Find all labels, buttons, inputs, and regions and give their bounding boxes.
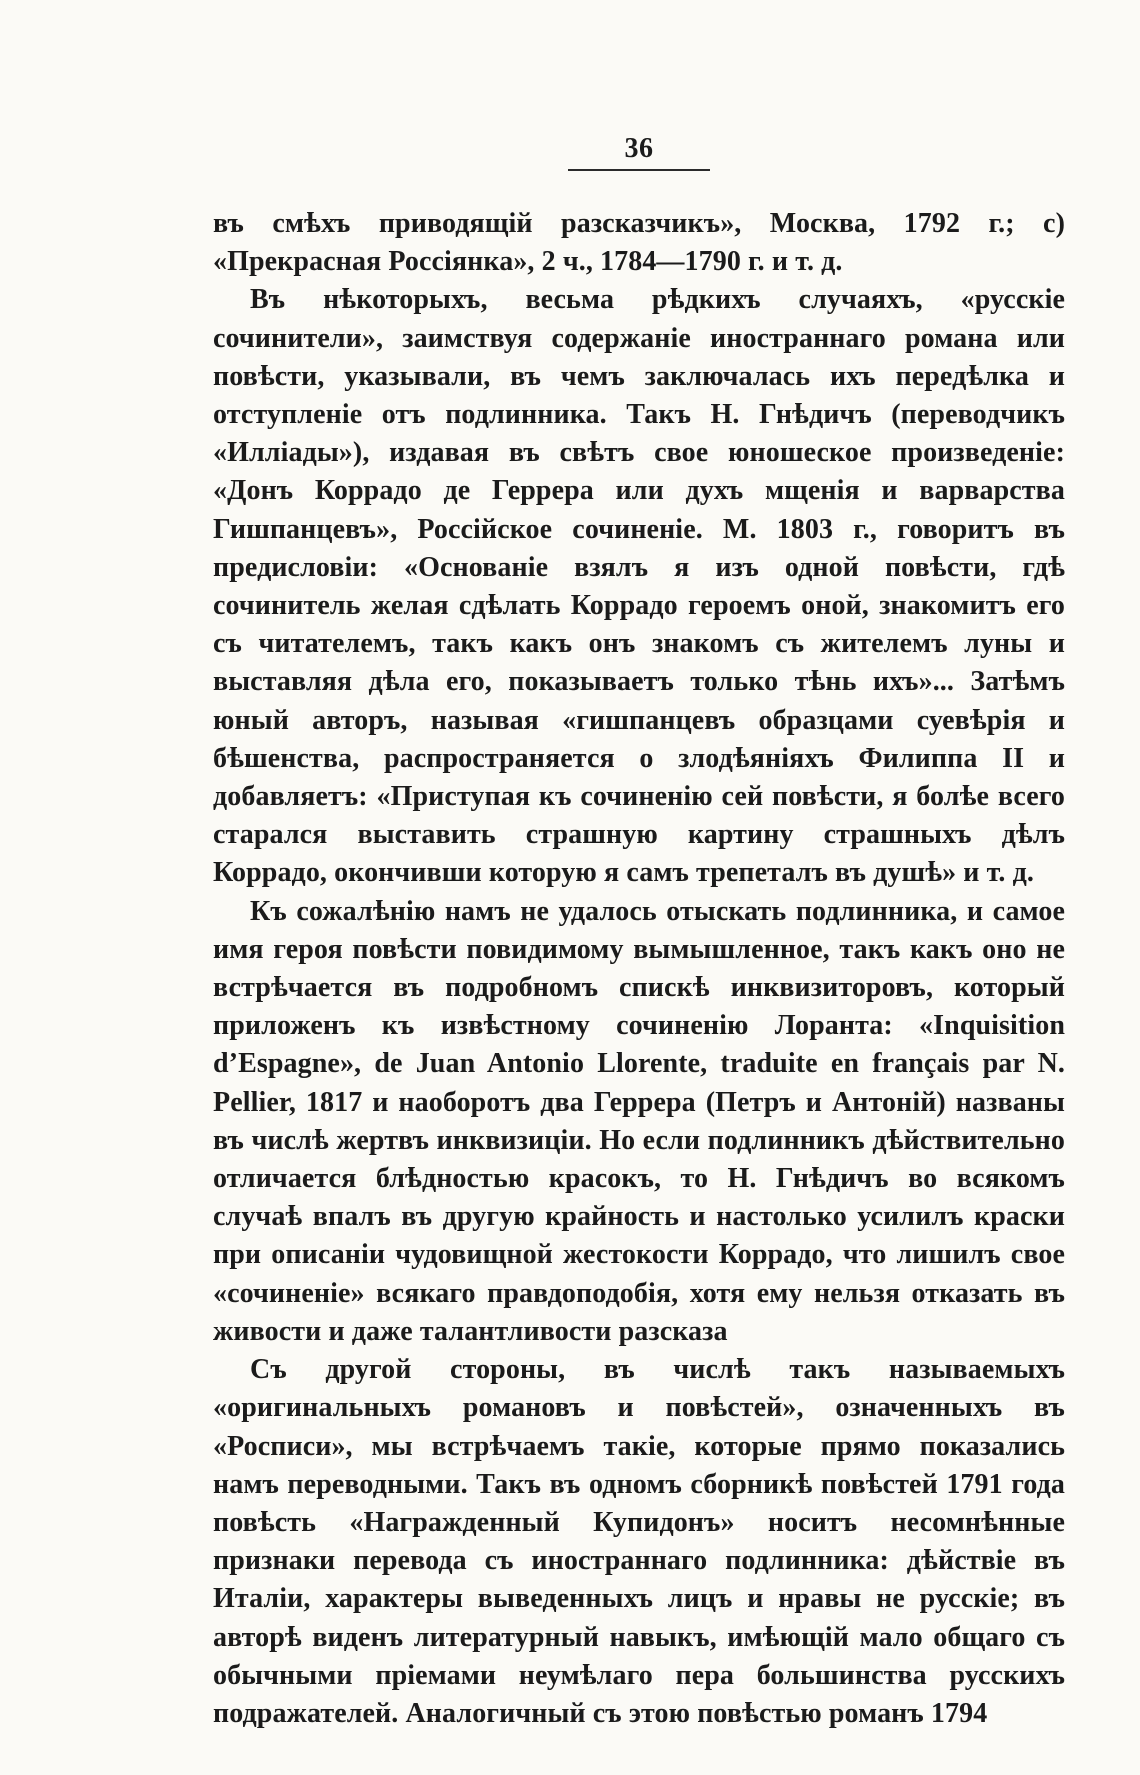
- paragraph-continuation: въ смѣхъ приводящій разсказчикъ», Москва, 1792 г.; с) «Прекрасная Россіянка», 2 ч., 1784—1790 г. и т. д.: [213, 208, 1065, 278]
- page-number-rule: [568, 169, 710, 171]
- paragraph-gnedich-preface: Въ нѣкоторыхъ, весьма рѣдкихъ случаяхъ, «русскіе сочинители», заимствуя содержаніе иностраннаго романа или повѣсти, указывали, въ чемъ заключалась ихъ передѣлка и отступленіе отъ подлинника. Такъ Н. Гнѣдичъ (переводчикъ «Илліады»), издавая въ свѣтъ свое юношеское произведеніе: «Донъ Коррадо де Геррера или духъ мщенія и варварства Гишпанцевъ», Россійское сочиненіе. М. 1803 г., говоритъ въ предисловіи: «Основаніе взялъ я изъ одной повѣсти, гдѣ сочинитель желая сдѣлать Коррадо героемъ оной, знакомитъ его съ читателемъ, такъ какъ онъ знакомъ съ жителемъ луны и выставляя дѣла его, показываетъ только тѣнь ихъ»... Затѣмъ юный авторъ, называя «гишпанцевъ образцами суевѣрія и бѣшенства, распространяется о злодѣяніяхъ Филиппа II и добавляетъ: «Приступая къ сочиненію сей повѣсти, я болѣе всего старался выставить страшную картину страшныхъ дѣлъ Коррадо, окончивши которую я самъ трепеталъ въ душѣ» и т. д.: [213, 284, 1065, 889]
- paragraph-original-source: Къ сожалѣнію намъ не удалось отыскать подлинника, и самое имя героя повѣсти повидимому вымышленное, такъ какъ оно не встрѣчается въ подробномъ спискѣ инквизиторовъ, который приложенъ къ извѣстному сочиненію Лоранта: «Inquisition d’Espagne», de Juan Antonio Llorente, traduite en français par N. Pellier, 1817 и наоборотъ два Геррера (Петръ и Антоній) названы въ числѣ жертвъ инквизиціи. Но если подлинникъ дѣйствительно отличается блѣдностью красокъ, то Н. Гнѣдичъ во всякомъ случаѣ впалъ въ другую крайность и настолько усилилъ краски при описаніи чудовищной жестокости Коррадо, что лишилъ свое «сочиненіе» всякаго правдоподобія, хотя ему нельзя отказать въ живости и даже талантливости разсказа: [213, 895, 1065, 1347]
- body-text: [213, 205, 1065, 1733]
- paragraph-translated-novels: Съ другой стороны, въ числѣ такъ называемыхъ «оригинальныхъ романовъ и повѣстей», означенныхъ въ «Росписи», мы встрѣчаемъ такіе, которые прямо показались намъ переводными. Такъ въ одномъ сборникѣ повѣстей 1791 года повѣсть «Награжденный Купидонъ» носитъ несомнѣнные признаки перевода съ иностраннаго подлинника: дѣйствіе въ Италіи, характеры выведенныхъ лицъ и нравы не русскіе; въ авторѣ виденъ литературный навыкъ, имѣющій мало общаго съ обычными пріемами неумѣлаго пера большинства русскихъ подражателей. Аналогичный съ этою повѣстью романъ 1794: [213, 1354, 1065, 1729]
- page-number: 36: [624, 133, 654, 164]
